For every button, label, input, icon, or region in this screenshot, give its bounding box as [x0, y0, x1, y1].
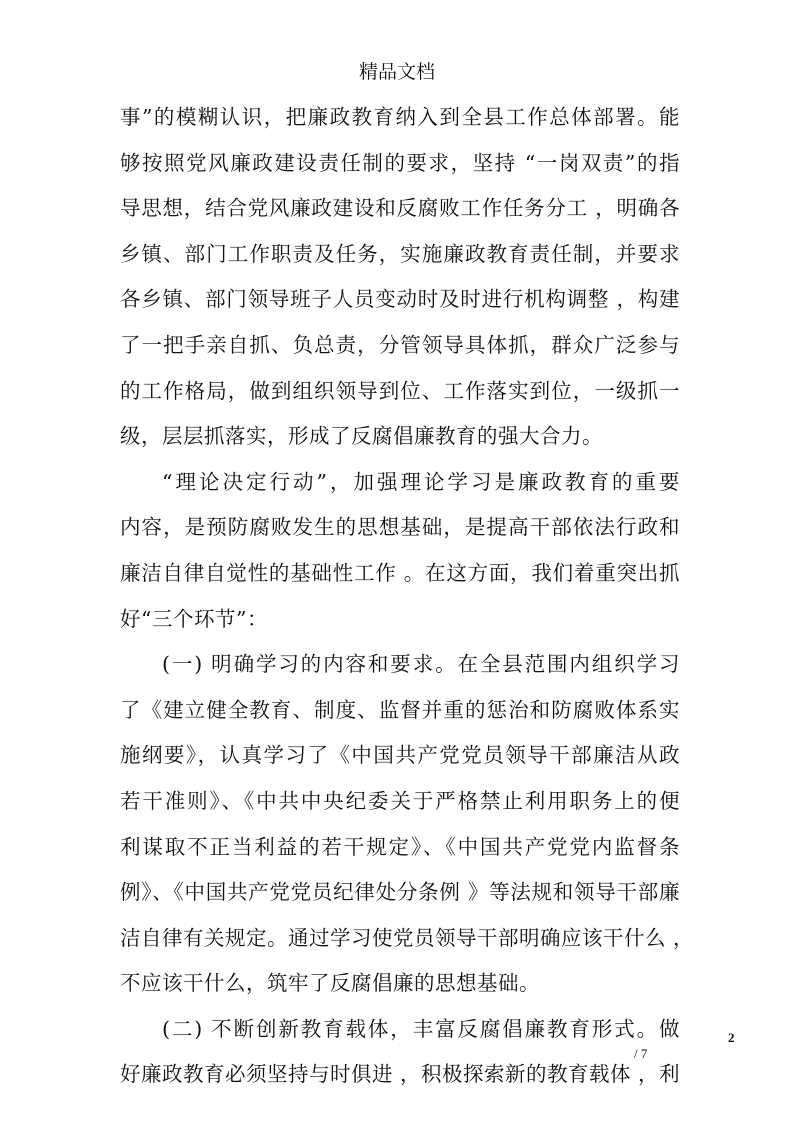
text-line: 若干准则》、《中共中央纪委关于严格禁止利用职务上的便 — [120, 788, 680, 813]
text-line: 洁自律有关规定。通过学习使党员领导干部明确应该干什么 ， — [120, 925, 695, 950]
text-line: “理论决定行动”，加强理论学习是廉政教育的重要 — [162, 469, 680, 494]
text-line: 好廉政教育必须坚持与时俱进 ，积极探索新的教育载体 ，利 — [120, 1062, 681, 1087]
page-total: / 7 — [634, 1046, 648, 1061]
text-line: 廉洁自律自觉性的基础性工作 。在这方面，我们着重突出抓 — [120, 560, 680, 585]
text-line: 事”的模糊认识，把廉政教育纳入到全县工作总体部署。能 — [120, 105, 680, 129]
page-header-title: 精品文档 — [358, 61, 435, 83]
document-body — [120, 100, 695, 1103]
text-line: (二) 不断创新教育载体，丰富反腐倡廉教育形式。做 — [162, 1016, 680, 1041]
text-line: 的工作格局，做到组织领导到位、工作落实到位，一级抓一 — [120, 378, 680, 403]
text-line: 例》、《中国共产党党员纪律处分条例 》等法规和领导干部廉 — [120, 880, 680, 905]
text-line: 了《建立健全教育、制度、监督并重的惩治和防腐败体系实 — [120, 697, 680, 722]
text-line: 利谋取不正当利益的若干规定》、《中国共产党党内监督条 — [120, 834, 680, 859]
text-line: 导思想，结合党风廉政建设和反腐败工作任务分工 ，明确各 — [120, 196, 680, 221]
text-line: 够按照党风廉政建设责任制的要求，坚持 “一岗双责”的指 — [120, 150, 680, 175]
text-line: 施纲要》，认真学习了《中国共产党党员领导干部廉洁从政 — [120, 743, 680, 768]
text-line: 了一把手亲自抓、负总责，分管领导具体抓，群众广泛参与 — [120, 332, 680, 357]
text-line: 内容，是预防腐败发生的思想基础，是提高干部依法行政和 — [120, 515, 680, 540]
text-line: 好“三个环节”： — [120, 606, 268, 631]
text-line: 不应该干什么，筑牢了反腐倡廉的思想基础。 — [120, 971, 540, 996]
text-line: 各乡镇、部门领导班子人员变动时及时进行机构调整 ，构建 — [120, 287, 680, 312]
text-line: 乡镇、部门工作职责及任务，实施廉政教育责任制，并要求 — [120, 241, 680, 266]
text-line: 级，层层抓落实，形成了反腐倡廉教育的强大合力。 — [120, 424, 603, 449]
page-number: 2 — [728, 1030, 735, 1045]
text-line: (一) 明确学习的内容和要求。在全县范围内组织学习 — [162, 652, 680, 677]
